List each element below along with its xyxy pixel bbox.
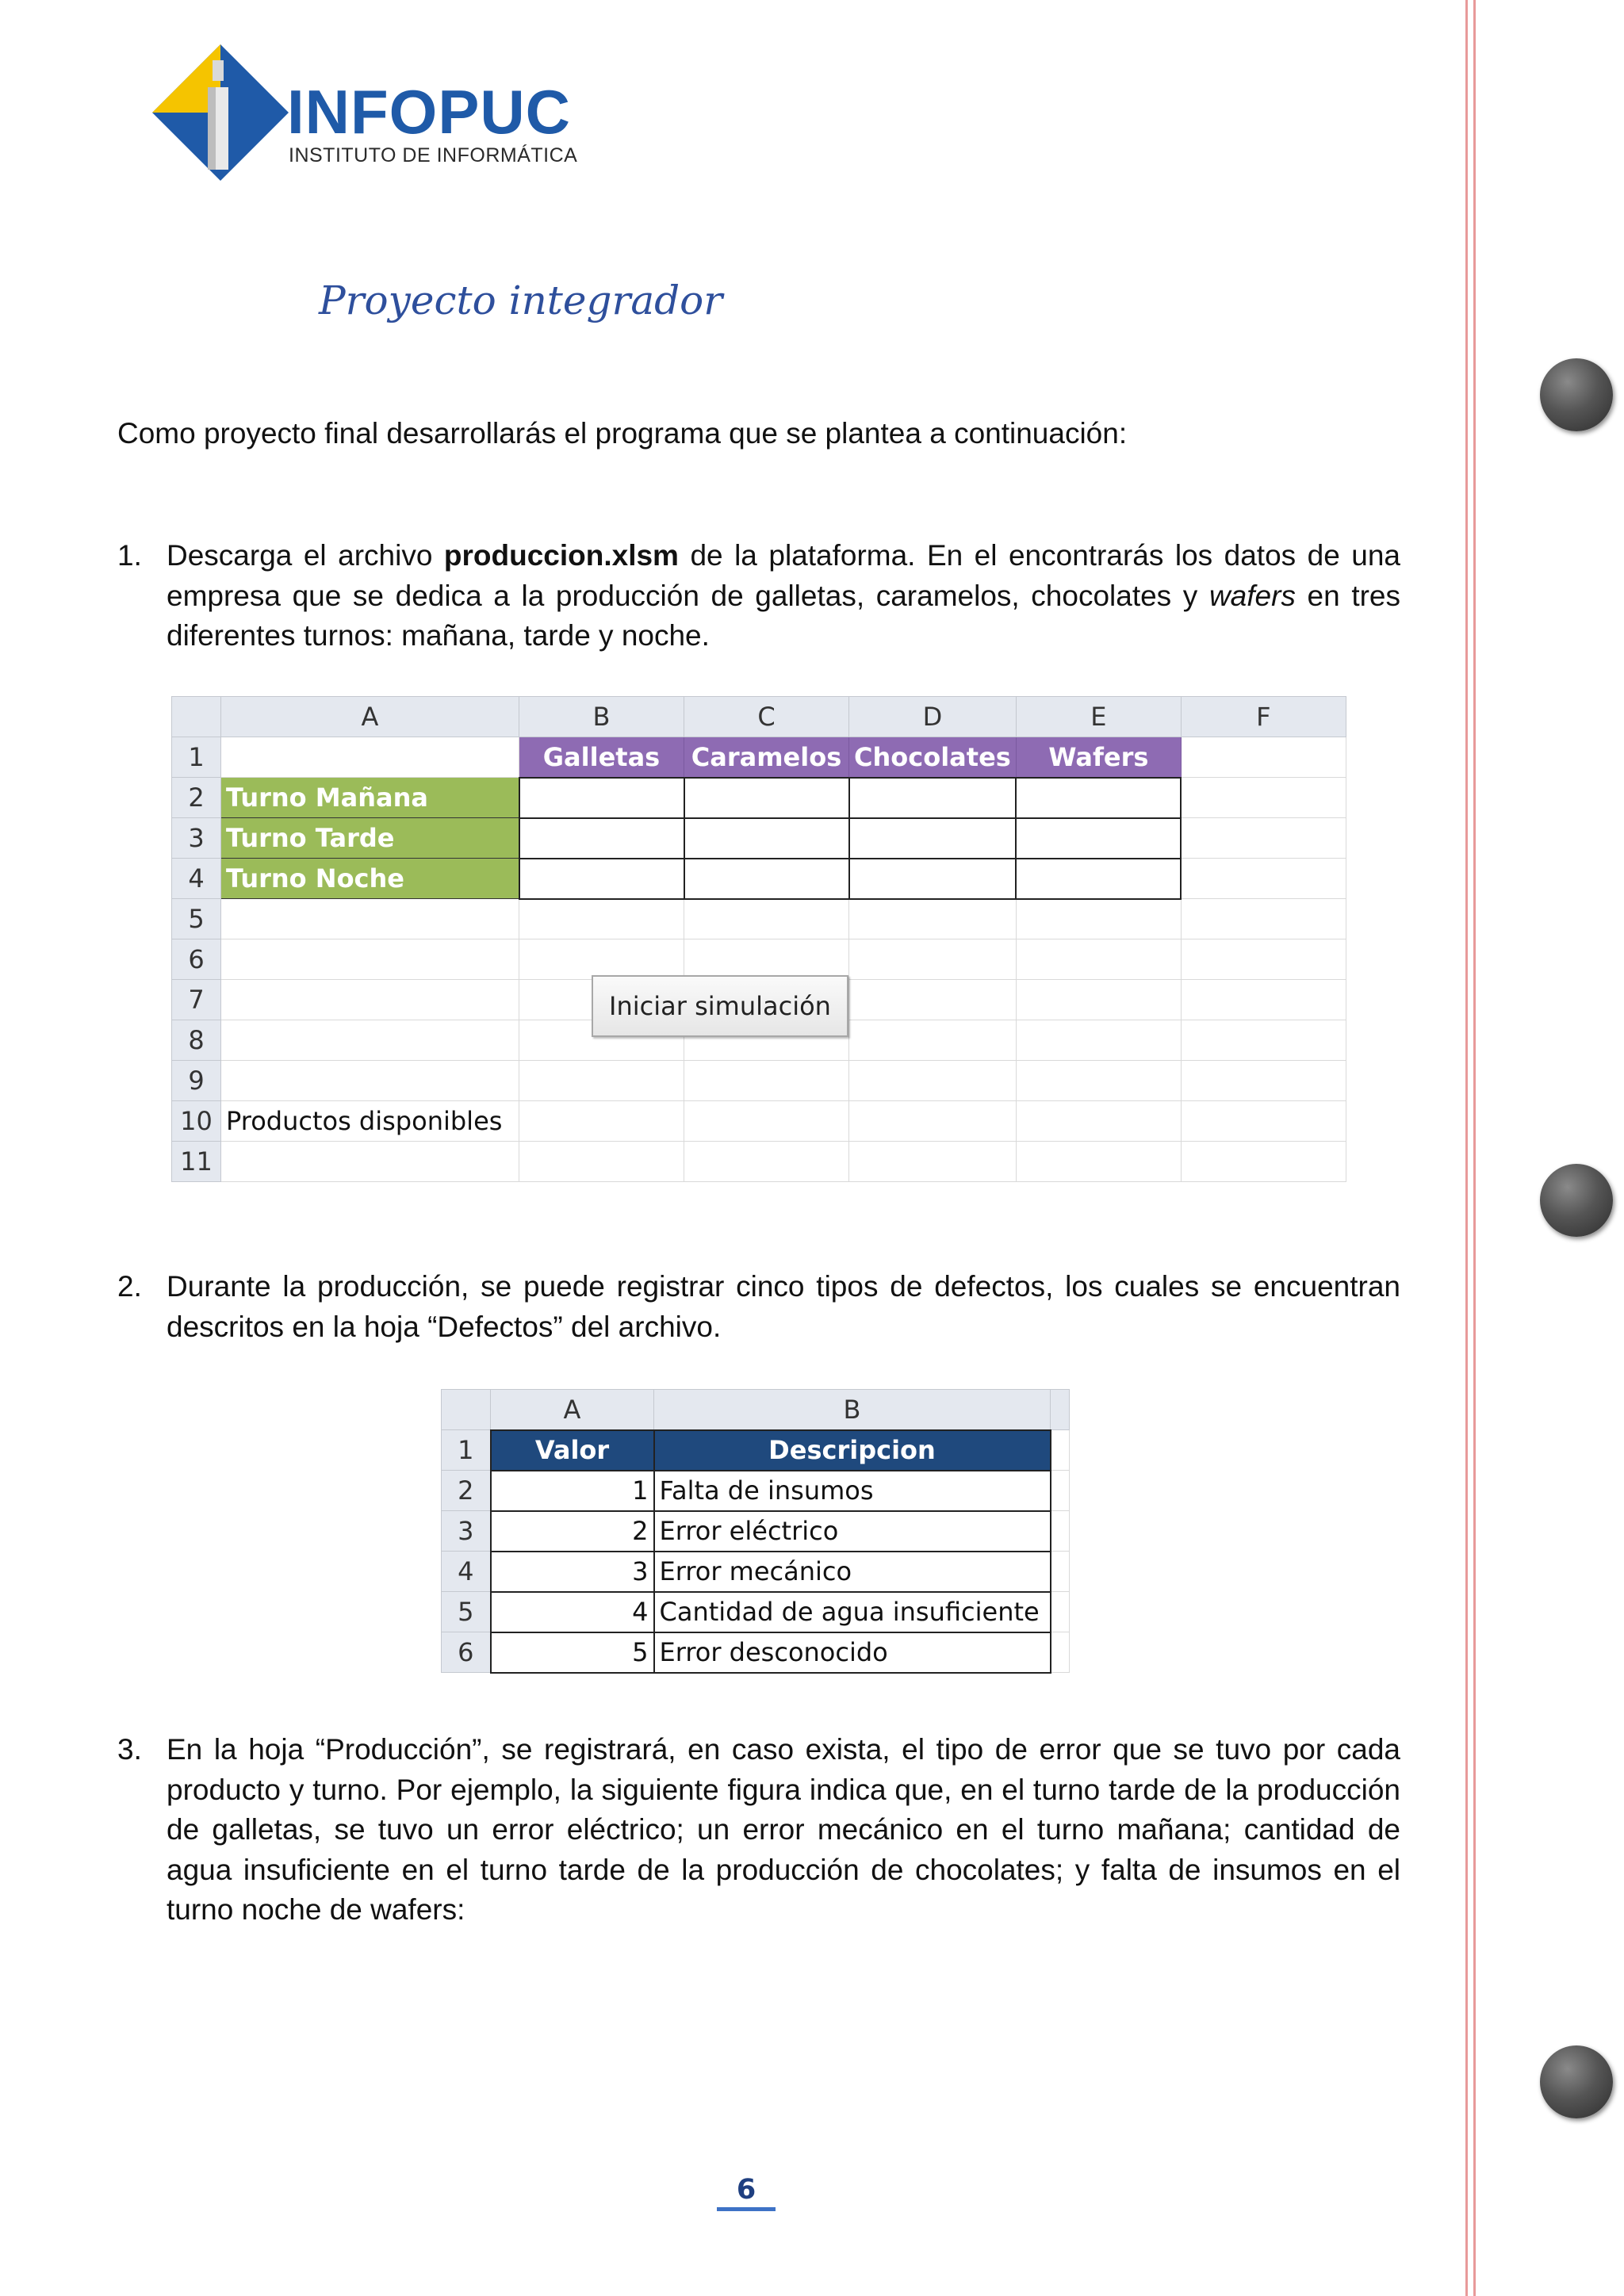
cell[interactable] bbox=[519, 1101, 684, 1142]
descripcion-cell[interactable]: Cantidad de agua insuficiente bbox=[654, 1592, 1051, 1632]
list-number: 3. bbox=[117, 1733, 142, 1766]
cell[interactable] bbox=[519, 818, 684, 859]
row-header[interactable]: 1 bbox=[172, 737, 221, 778]
row-header[interactable]: 4 bbox=[442, 1552, 491, 1592]
cell[interactable] bbox=[1016, 899, 1181, 939]
cell[interactable] bbox=[684, 1142, 849, 1182]
valor-cell[interactable]: 1 bbox=[491, 1471, 654, 1511]
logo bbox=[149, 41, 593, 184]
shift-label-cell[interactable]: Turno Mañana bbox=[221, 778, 519, 818]
cell[interactable] bbox=[1016, 980, 1181, 1020]
row-header[interactable]: 10 bbox=[172, 1101, 221, 1142]
cell[interactable] bbox=[519, 1142, 684, 1182]
defects-sheet bbox=[441, 1389, 1070, 1674]
margin-line bbox=[1473, 0, 1476, 2296]
sheet-corner[interactable] bbox=[172, 697, 221, 737]
cell[interactable] bbox=[1051, 1592, 1070, 1632]
logo-name: INFOPUC bbox=[287, 77, 571, 147]
cell[interactable] bbox=[1181, 980, 1346, 1020]
list-text: Descarga el archivo produccion.xlsm de la plataforma. En el encontrarás los datos de una empresa que se dedica a la producción de galletas, caramelos, chocolates y wafers en tres diferentes turnos: mañana, tarde y noche. bbox=[167, 539, 1401, 652]
row-header[interactable]: 5 bbox=[172, 899, 221, 939]
cell[interactable] bbox=[1016, 1101, 1181, 1142]
row-header[interactable]: 9 bbox=[172, 1061, 221, 1101]
row-header[interactable]: 2 bbox=[172, 778, 221, 818]
column-header[interactable]: D bbox=[849, 697, 1017, 737]
list-text: En la hoja “Producción”, se registrará, en caso exista, el tipo de error que se tuvo por cada producto y turno. Por ejemplo, la siguiente figura indica que, en el turno tarde de la producción de galletas, se tuvo un error eléctrico; un error mecánico en el turno mañana; cantidad de agua insuficiente en el turno tarde de la producción de chocolates; y falta de insumos en el turno noche de wafers: bbox=[167, 1733, 1400, 1926]
row-header[interactable]: 6 bbox=[442, 1632, 491, 1673]
margin-line bbox=[1465, 0, 1468, 2296]
cell[interactable] bbox=[1181, 778, 1346, 818]
column-header[interactable]: F bbox=[1181, 697, 1346, 737]
descripcion-cell[interactable]: Error desconocido bbox=[654, 1632, 1051, 1673]
intro-paragraph: Como proyecto final desarrollarás el programa que se plantea a continuación: bbox=[117, 417, 1128, 450]
descripcion-cell[interactable]: Error mecánico bbox=[654, 1552, 1051, 1592]
available-products-label[interactable]: Productos disponibles bbox=[221, 1101, 519, 1142]
logo-diamond-icon bbox=[149, 41, 292, 184]
binder-hole bbox=[1540, 2045, 1613, 2118]
cell[interactable] bbox=[1181, 1020, 1346, 1061]
logo-subtitle: INSTITUTO DE INFORMÁTICA bbox=[289, 144, 578, 166]
cell[interactable] bbox=[684, 1101, 849, 1142]
list-number: 1. bbox=[117, 539, 142, 572]
cell[interactable] bbox=[849, 939, 1017, 980]
cell[interactable] bbox=[1016, 859, 1181, 899]
cell[interactable] bbox=[1181, 1142, 1346, 1182]
cell[interactable] bbox=[849, 899, 1017, 939]
cell[interactable] bbox=[221, 1020, 519, 1061]
list-item-2 bbox=[117, 1267, 1400, 1347]
column-header[interactable]: A bbox=[491, 1390, 654, 1430]
cell[interactable] bbox=[849, 1142, 1017, 1182]
row-header[interactable]: 3 bbox=[172, 818, 221, 859]
valor-cell[interactable]: 3 bbox=[491, 1552, 654, 1592]
cell[interactable] bbox=[1051, 1632, 1070, 1673]
cell[interactable] bbox=[684, 1061, 849, 1101]
cell[interactable] bbox=[221, 939, 519, 980]
column-header[interactable]: B bbox=[519, 697, 684, 737]
cell[interactable] bbox=[684, 818, 849, 859]
row-header[interactable]: 1 bbox=[442, 1430, 491, 1471]
product-header-cell[interactable]: Chocolates bbox=[849, 737, 1017, 778]
cell[interactable] bbox=[849, 1061, 1017, 1101]
column-header[interactable]: B bbox=[654, 1390, 1051, 1430]
valor-cell[interactable]: 4 bbox=[491, 1592, 654, 1632]
cell[interactable] bbox=[519, 859, 684, 899]
cell[interactable] bbox=[1181, 899, 1346, 939]
cell[interactable] bbox=[849, 1020, 1017, 1061]
cell[interactable] bbox=[1016, 818, 1181, 859]
start-simulation-button[interactable]: Iniciar simulación bbox=[592, 975, 848, 1037]
column-header[interactable] bbox=[1051, 1390, 1070, 1430]
cell[interactable] bbox=[849, 980, 1017, 1020]
cell[interactable] bbox=[1016, 778, 1181, 818]
cell[interactable] bbox=[1181, 939, 1346, 980]
cell[interactable] bbox=[849, 818, 1017, 859]
cell[interactable] bbox=[221, 737, 519, 778]
cell[interactable] bbox=[684, 778, 849, 818]
cell[interactable] bbox=[849, 778, 1017, 818]
cell[interactable] bbox=[1016, 939, 1181, 980]
row-header[interactable]: 7 bbox=[172, 980, 221, 1020]
file-name: produccion.xlsm bbox=[443, 539, 679, 572]
cell[interactable] bbox=[519, 1061, 684, 1101]
cell[interactable] bbox=[1181, 1101, 1346, 1142]
shift-label-cell[interactable]: Turno Tarde bbox=[221, 818, 519, 859]
page-number: 6 bbox=[717, 2174, 776, 2211]
cell[interactable] bbox=[1016, 1142, 1181, 1182]
page-title: Proyecto integrador bbox=[319, 277, 723, 323]
descripcion-cell[interactable]: Error eléctrico bbox=[654, 1511, 1051, 1552]
row-header[interactable]: 11 bbox=[172, 1142, 221, 1182]
row-header[interactable]: 5 bbox=[442, 1592, 491, 1632]
cell[interactable] bbox=[684, 939, 849, 980]
cell[interactable] bbox=[1051, 1552, 1070, 1592]
binder-hole bbox=[1540, 1164, 1613, 1237]
cell[interactable] bbox=[1051, 1471, 1070, 1511]
cell[interactable] bbox=[1181, 818, 1346, 859]
column-header[interactable]: C bbox=[684, 697, 849, 737]
row-header[interactable]: 2 bbox=[442, 1471, 491, 1511]
valor-header-cell[interactable]: Valor bbox=[491, 1430, 654, 1471]
cell[interactable] bbox=[221, 899, 519, 939]
cell[interactable] bbox=[221, 1142, 519, 1182]
cell[interactable] bbox=[221, 1061, 519, 1101]
sheet-corner[interactable] bbox=[442, 1390, 491, 1430]
cell[interactable] bbox=[849, 1101, 1017, 1142]
cell[interactable] bbox=[684, 899, 849, 939]
row-header[interactable]: 8 bbox=[172, 1020, 221, 1061]
binder-hole bbox=[1540, 358, 1613, 431]
cell[interactable] bbox=[1051, 1430, 1070, 1471]
cell[interactable] bbox=[519, 899, 684, 939]
descripcion-header-cell[interactable]: Descripcion bbox=[654, 1430, 1051, 1471]
row-header[interactable]: 6 bbox=[172, 939, 221, 980]
list-item-1 bbox=[117, 536, 1400, 656]
column-header[interactable]: E bbox=[1016, 697, 1181, 737]
cell[interactable] bbox=[849, 859, 1017, 899]
cell[interactable] bbox=[519, 778, 684, 818]
cell[interactable] bbox=[684, 859, 849, 899]
valor-cell[interactable]: 5 bbox=[491, 1632, 654, 1673]
product-header-cell[interactable]: Galletas bbox=[519, 737, 684, 778]
valor-cell[interactable]: 2 bbox=[491, 1511, 654, 1552]
shift-label-cell[interactable]: Turno Noche bbox=[221, 859, 519, 899]
descripcion-cell[interactable]: Falta de insumos bbox=[654, 1471, 1051, 1511]
cell[interactable] bbox=[1181, 859, 1346, 899]
row-header[interactable]: 3 bbox=[442, 1511, 491, 1552]
cell[interactable] bbox=[221, 980, 519, 1020]
product-header-cell[interactable]: Wafers bbox=[1016, 737, 1181, 778]
product-header-cell[interactable]: Caramelos bbox=[684, 737, 849, 778]
list-item-3 bbox=[117, 1730, 1400, 1931]
production-sheet bbox=[171, 696, 1346, 1182]
cell[interactable] bbox=[1016, 1061, 1181, 1101]
cell[interactable] bbox=[1181, 737, 1346, 778]
cell[interactable] bbox=[1051, 1511, 1070, 1552]
list-text: Durante la producción, se puede registrar cinco tipos de defectos, los cuales se encuentran descritos en la hoja “Defectos” del archivo. bbox=[167, 1270, 1400, 1343]
column-header[interactable]: A bbox=[221, 697, 519, 737]
cell[interactable] bbox=[1181, 1061, 1346, 1101]
list-number: 2. bbox=[117, 1270, 142, 1303]
row-header[interactable]: 4 bbox=[172, 859, 221, 899]
cell[interactable] bbox=[519, 939, 684, 980]
cell[interactable] bbox=[1016, 1020, 1181, 1061]
